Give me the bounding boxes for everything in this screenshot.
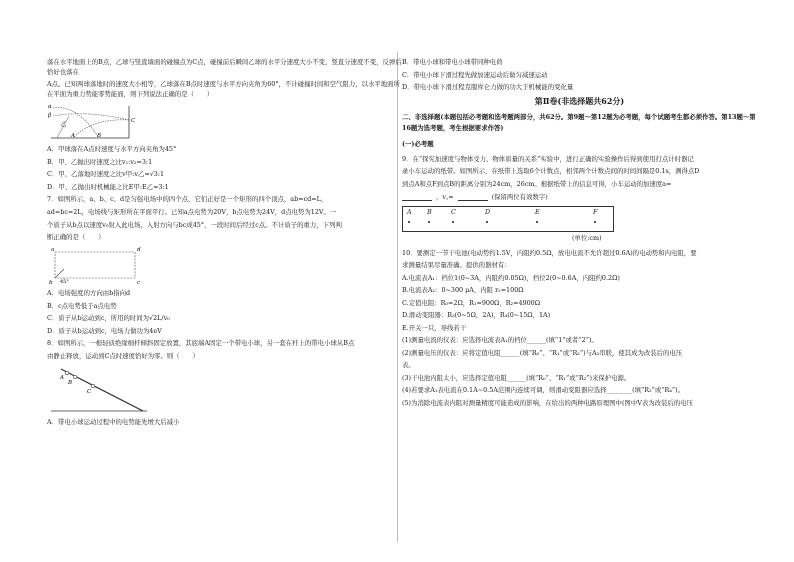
q7-option-a: A．电场强度的方向由b指向d bbox=[47, 289, 131, 298]
q7-rectangle-figure bbox=[47, 246, 157, 286]
required-heading: (一)必考题 bbox=[402, 140, 434, 148]
q7-option-d: D．质子从b运动到c，电场力做功为4eV bbox=[47, 326, 162, 335]
q10-sub-1: (1)测量电流的仪表：应选择电流表A₁的档位______(填“1”或者“2”)。 bbox=[402, 336, 598, 345]
tape-dot-b bbox=[428, 221, 430, 223]
tape-label-a: A bbox=[407, 208, 412, 217]
q9-note: (保留两位有效数字) bbox=[491, 192, 548, 201]
q7-stem-line-3: 个质子从b点以速度v₀射入此电场，入射方向与bc成45°，一段时间后经过c点。不计质子的重力，下列判 bbox=[47, 220, 342, 229]
q6-stem-line-1: 落在水平地面上的B点，乙球与竖直墙面的碰撞点为C点，碰撞前后瞬间乙球的水平分速度大小不变，竖直分速度不变，反弹后恰好也落在 bbox=[47, 58, 402, 76]
tape-dot-e bbox=[536, 221, 538, 223]
q10-stem-line-2: 求测量结果尽量准确。提供的器材有： bbox=[402, 261, 511, 270]
tape-label-f: F bbox=[593, 208, 598, 217]
tape-label-e: E bbox=[535, 208, 540, 217]
q8-label-b: B bbox=[68, 379, 73, 386]
q10-item-b: B.电流表A₂：0~300 μA，内阻 r₂=100Ω bbox=[402, 286, 524, 295]
q8-option-d: D．带电小球下滑过程克服库仑力做的功大于机械能的变化量 bbox=[402, 83, 574, 91]
q10-stem-line-1: 10．要测定一节干电池(电动势约1.5V，内阻约0.5Ω，放电电流不允许超过0.6A)的电动势和内电阻，要 bbox=[402, 248, 697, 257]
tape-label-c: C bbox=[451, 208, 456, 217]
q8-option-c: C．带电小球下滑过程先做加速运动后做匀减速运动 bbox=[402, 70, 548, 79]
q10-item-a: A.电流表A₁：档位1(0~3A，内阻约0.05Ω)，档位2(0~0.6A，内阻约0.2Ω) bbox=[402, 273, 620, 282]
q9-paper-tape bbox=[402, 206, 614, 232]
q7-option-b: B．c点电势低于a点电势 bbox=[47, 301, 117, 310]
q7-label-a: a bbox=[51, 247, 55, 254]
q8-stem-line-1: 8．如图所示，一根轻质绝缘细杆倾斜固定放置，其底端A固定一个带电小球，另一套在杆上的带电小球从B点 bbox=[47, 339, 355, 348]
q8-incline-rod-figure bbox=[47, 365, 157, 415]
part2-heading: 二、非选择题(本题包括必考题和选考题两部分，共62分。第9题～第12题为必考题，每个试题考生都必须作答。第13题～第16题为选考题，考生根据要求作答) bbox=[402, 113, 756, 132]
q7-label-b: b bbox=[49, 280, 53, 287]
q6-label-b: B bbox=[97, 133, 102, 140]
q9-stem-line-1: 9．在“探究加速度与物体受力、物体质量的关系”实验中，进行正确的实验操作后得到使用打点计时器记 bbox=[402, 154, 694, 163]
q9-stem-line-2: 录小车运动的纸带。如图所示，在纸带上选取6个计数点，相邻两个计数点间的时间间隔是0.1s，测得点D bbox=[402, 167, 700, 176]
right-column bbox=[402, 58, 757, 411]
q8-label-a: A bbox=[60, 374, 64, 381]
q6-stem-line-2: A点。已知两球落地时的速度大小相等，乙球落在B点时速度与水平方向夹角为60°，不计碰撞时间和空气阻力，以水平地面所在平面为重力势能零势能面，则下列说法正确的是（ ） bbox=[47, 80, 400, 98]
q7-stem-line-1: 7．如图所示，a、b、c、d是匀强电场中的四个点，它们正好是一个矩形的四个顶点，ab=cd=L， bbox=[47, 195, 328, 204]
q8-label-c: C bbox=[87, 388, 92, 395]
q7-stem-line-4: 断正确的是（ ） bbox=[47, 233, 105, 242]
tape-label-b: B bbox=[427, 208, 432, 217]
tape-dot-c bbox=[452, 221, 454, 223]
q10-sub-5: (5)为消除电流表内阻对测量精度可能造成的影响，在给出的两种电路原理图中(图中V表为改装后的电压 bbox=[402, 398, 693, 407]
q6-label-a: A bbox=[71, 133, 75, 140]
tape-dot-d bbox=[486, 221, 488, 223]
q10-item-c: C.定值电阻：R₀=2Ω，R₁=900Ω，R₂=4900Ω bbox=[402, 298, 541, 307]
q6-option-d: D．甲、乙抛出时机械能之比E甲:E乙=3:1 bbox=[47, 182, 169, 191]
q10-item-d: D.滑动变阻器：R₃(0~5Ω，2A)，R₄(0~15Ω，1A) bbox=[402, 311, 551, 320]
q7-option-c: C．质子从b运动到c，所用的时间为√2L/v₀ bbox=[47, 314, 170, 323]
q9-blank-acceleration bbox=[402, 193, 432, 201]
q6-label-yi: 乙 bbox=[61, 122, 67, 129]
q6-label-beta: β bbox=[48, 113, 52, 120]
q6-label-alpha: α bbox=[48, 104, 52, 111]
q6-option-c: C．甲、乙落地时速度之比v甲:v乙=√3:1 bbox=[47, 170, 165, 179]
q9-answer-row bbox=[402, 193, 757, 203]
q7-label-c: c bbox=[137, 280, 141, 287]
q8-option-b: B．带电小球和带电小球带同种电荷 bbox=[402, 58, 503, 66]
q9-tape-unit: (单位:cm) bbox=[572, 234, 602, 243]
q8-option-a: A．带电小球运动过程中的电势能先增大后减小 bbox=[47, 417, 180, 426]
section-title: 第Ⅱ卷(非选择题共62分) bbox=[534, 95, 625, 106]
q7-stem-line-2: ad=bc=2L，电场线与矩形所在平面平行。已知a点电势为20V，b点电势为24V，d点电势为12V。一 bbox=[47, 208, 337, 217]
q7-label-angle: 45° bbox=[60, 279, 69, 286]
q6-option-b: B．甲、乙抛出时速度之比v₁:v₂=3:1 bbox=[47, 157, 153, 166]
q10-sub-4: (4)若要求A₁表电流在0.1A~0.5A范围内连续可调，则滑动变阻器应选择________(填“R₃”或“R₄”)。 bbox=[402, 386, 685, 395]
q7-label-d: d bbox=[137, 247, 141, 254]
q6-option-a: A．甲球落在A点时速度与水平方向夹角为45° bbox=[47, 145, 177, 154]
q9-stem-line-3: 到点A和点F到点B的距离分别为24cm，26cm。根据纸带上的信息可得，小车运动的加速度a= bbox=[402, 179, 672, 188]
q9-blank-velocity bbox=[458, 193, 488, 201]
q6-projectile-figure bbox=[47, 102, 137, 142]
q10-sub-2: (2)测量电压的仪表：应将定值电阻______(填“R₀”、“R₁”或“R₂”)与A₂串联，使其成为改装后的电压 bbox=[402, 348, 683, 357]
q10-item-e: E.开关一只、导线若干 bbox=[402, 323, 467, 332]
q10-sub-3: (3)干电池内阻太小，应选择定值电阻______(填“R₀”、“R₁”或“R₂”)来保护电源。 bbox=[402, 373, 631, 382]
tape-dot-a bbox=[408, 221, 410, 223]
q6-label-c: C bbox=[131, 118, 136, 125]
left-column bbox=[47, 58, 402, 430]
tape-dot-f bbox=[594, 221, 596, 223]
q8-stem-line-2: 由静止释放，运动到C点时速度恰好为零。则（ ） bbox=[47, 351, 199, 360]
tape-label-d: D bbox=[485, 208, 491, 217]
q9-velocity-label: ，v꜀= bbox=[436, 192, 454, 201]
q10-sub-2-cont: 表。 bbox=[402, 361, 415, 370]
